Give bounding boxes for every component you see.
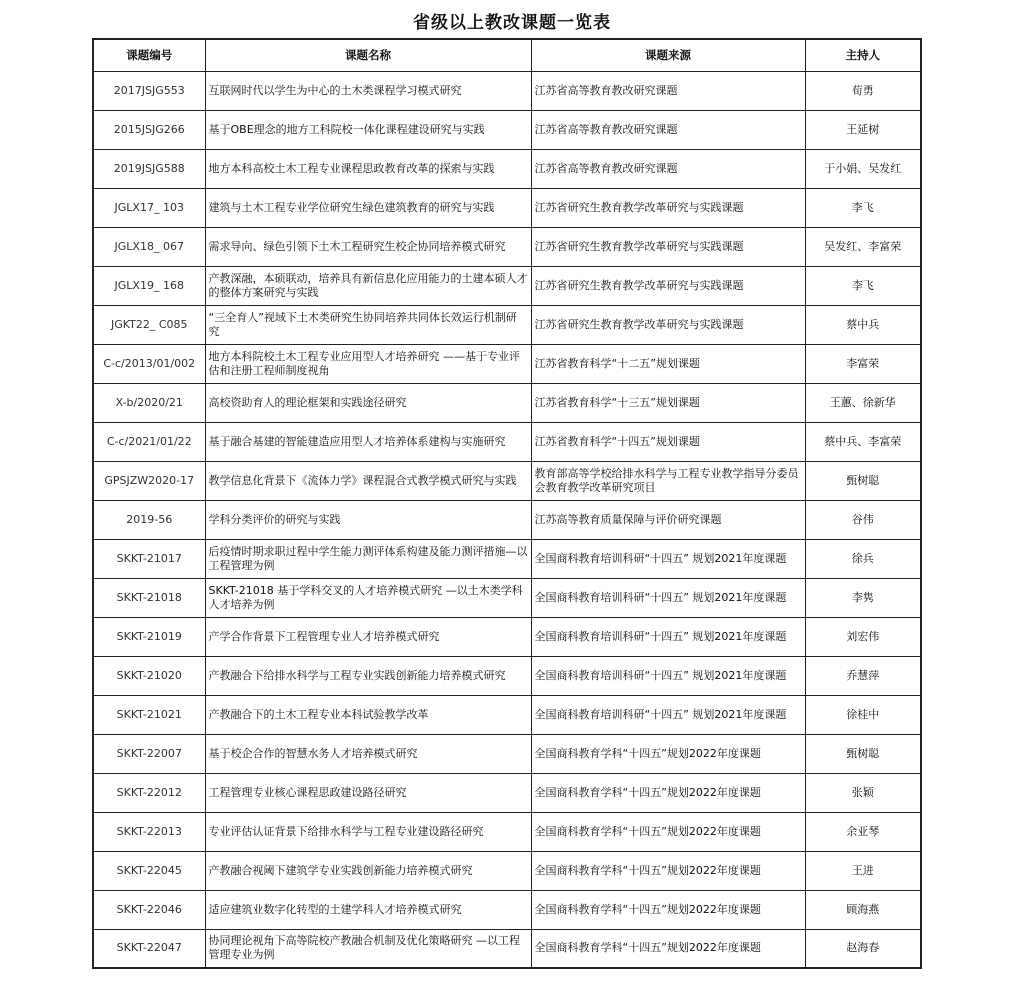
cell-host: 李富荣 xyxy=(805,344,921,383)
cell-name: 产教融合下的土木工程专业本科试验教学改革 xyxy=(205,695,531,734)
cell-source: 江苏高等教育质量保障与评价研究课题 xyxy=(531,500,805,539)
cell-name: 产教深融，本硕联动，培养具有新信息化应用能力的土建本硕人才的整体方案研究与实践 xyxy=(205,266,531,305)
cell-name: 高校资助育人的理论框架和实践途径研究 xyxy=(205,383,531,422)
cell-host: 吴发红、李富荣 xyxy=(805,227,921,266)
cell-host: 徐桂中 xyxy=(805,695,921,734)
cell-code: 2019JSJG588 xyxy=(93,149,205,188)
table-row xyxy=(93,812,921,851)
table-row xyxy=(93,188,921,227)
cell-code: X-b/2020/21 xyxy=(93,383,205,422)
cell-source: 江苏省研究生教育教学改革研究与实践课题 xyxy=(531,188,805,227)
header-name: 课题名称 xyxy=(205,39,531,71)
cell-name: 教学信息化背景下《流体力学》课程混合式教学模式研究与实践 xyxy=(205,461,531,500)
cell-source: 全国商科教育学科“十四五”规划2022年度课题 xyxy=(531,929,805,968)
cell-source: 江苏省教育科学“十二五”规划课题 xyxy=(531,344,805,383)
table-row xyxy=(93,422,921,461)
cell-source: 全国商科教育培训科研“十四五” 规划2021年度课题 xyxy=(531,617,805,656)
cell-name: 产教融合视阈下建筑学专业实践创新能力培养模式研究 xyxy=(205,851,531,890)
cell-code: SKKT-21018 xyxy=(93,578,205,617)
page-title: 省级以上教改课题一览表 xyxy=(413,13,611,33)
cell-code: 2019-56 xyxy=(93,500,205,539)
table-row xyxy=(93,344,921,383)
cell-host: 顾海燕 xyxy=(805,890,921,929)
table-row xyxy=(93,71,921,110)
cell-code: C-c/2013/01/002 xyxy=(93,344,205,383)
cell-name: SKKT-21018 基于学科交叉的人才培养模式研究 —以土木类学科人才培养为例 xyxy=(205,578,531,617)
cell-host: 张颖 xyxy=(805,773,921,812)
table-row xyxy=(93,851,921,890)
table-row xyxy=(93,500,921,539)
table-row xyxy=(93,890,921,929)
cell-name: 协同理论视角下高等院校产教融合机制及优化策略研究 —以工程管理专业为例 xyxy=(205,929,531,968)
header-code: 课题编号 xyxy=(93,39,205,71)
cell-source: 全国商科教育培训科研“十四五” 规划2021年度课题 xyxy=(531,656,805,695)
cell-name: 需求导向、绿色引领下土木工程研究生校企协同培养模式研究 xyxy=(205,227,531,266)
cell-host: 荀勇 xyxy=(805,71,921,110)
cell-code: SKKT-22007 xyxy=(93,734,205,773)
cell-source: 江苏省研究生教育教学改革研究与实践课题 xyxy=(531,227,805,266)
table-row xyxy=(93,149,921,188)
cell-name: 基于OBE理念的地方工科院校一体化课程建设研究与实践 xyxy=(205,110,531,149)
cell-source: 全国商科教育学科“十四五”规划2022年度课题 xyxy=(531,773,805,812)
cell-name: 地方本科高校土木工程专业课程思政教育改革的探索与实践 xyxy=(205,149,531,188)
cell-code: SKKT-21021 xyxy=(93,695,205,734)
cell-source: 全国商科教育学科“十四五”规划2022年度课题 xyxy=(531,890,805,929)
cell-name: 产教融合下给排水科学与工程专业实践创新能力培养模式研究 xyxy=(205,656,531,695)
cell-code: JGLX19_ 168 xyxy=(93,266,205,305)
cell-code: C-c/2021/01/22 xyxy=(93,422,205,461)
table-row xyxy=(93,578,921,617)
table-header-row xyxy=(93,39,921,71)
cell-source: 江苏省高等教育教改研究课题 xyxy=(531,71,805,110)
cell-source: 江苏省高等教育教改研究课题 xyxy=(531,110,805,149)
cell-source: 全国商科教育学科“十四五”规划2022年度课题 xyxy=(531,851,805,890)
table-row xyxy=(93,656,921,695)
cell-code: SKKT-22012 xyxy=(93,773,205,812)
table-row xyxy=(93,383,921,422)
cell-name: 建筑与土木工程专业学位研究生绿色建筑教育的研究与实践 xyxy=(205,188,531,227)
cell-name: 专业评估认证背景下给排水科学与工程专业建设路径研究 xyxy=(205,812,531,851)
table-row xyxy=(93,227,921,266)
table-row xyxy=(93,266,921,305)
cell-source: 江苏省高等教育教改研究课题 xyxy=(531,149,805,188)
cell-code: JGKT22_ C085 xyxy=(93,305,205,344)
cell-host: 李飞 xyxy=(805,266,921,305)
cell-host: 王延树 xyxy=(805,110,921,149)
cell-code: 2015JSJG266 xyxy=(93,110,205,149)
cell-host: 甄树聪 xyxy=(805,734,921,773)
table-row xyxy=(93,461,921,500)
cell-host: 李隽 xyxy=(805,578,921,617)
table-row xyxy=(93,734,921,773)
cell-host: 赵海春 xyxy=(805,929,921,968)
cell-source: 江苏省教育科学“十三五”规划课题 xyxy=(531,383,805,422)
cell-name: 地方本科院校土木工程专业应用型人才培养研究 ——基于专业评估和注册工程师制度视角 xyxy=(205,344,531,383)
cell-code: SKKT-22013 xyxy=(93,812,205,851)
table-row xyxy=(93,773,921,812)
cell-code: GPSJZW2020-17 xyxy=(93,461,205,500)
cell-code: SKKT-21020 xyxy=(93,656,205,695)
cell-code: SKKT-21017 xyxy=(93,539,205,578)
cell-name: 产学合作背景下工程管理专业人才培养模式研究 xyxy=(205,617,531,656)
table-row xyxy=(93,305,921,344)
cell-code: JGLX17_ 103 xyxy=(93,188,205,227)
cell-host: 徐兵 xyxy=(805,539,921,578)
table-row xyxy=(93,695,921,734)
header-source: 课题来源 xyxy=(531,39,805,71)
cell-host: 王进 xyxy=(805,851,921,890)
cell-source: 全国商科教育培训科研“十四五” 规划2021年度课题 xyxy=(531,539,805,578)
cell-source: 教育部高等学校给排水科学与工程专业教学指导分委员会教育教学改革研究项目 xyxy=(531,461,805,500)
cell-code: SKKT-22047 xyxy=(93,929,205,968)
cell-name: 后疫情时期求职过程中学生能力测评体系构建及能力测评措施—以工程管理为例 xyxy=(205,539,531,578)
cell-name: 工程管理专业核心课程思政建设路径研究 xyxy=(205,773,531,812)
cell-host: 蔡中兵 xyxy=(805,305,921,344)
cell-host: 蔡中兵、李富荣 xyxy=(805,422,921,461)
cell-source: 全国商科教育学科“十四五”规划2022年度课题 xyxy=(531,734,805,773)
cell-code: SKKT-22046 xyxy=(93,890,205,929)
cell-host: 李飞 xyxy=(805,188,921,227)
cell-source: 江苏省研究生教育教学改革研究与实践课题 xyxy=(531,266,805,305)
cell-name: 学科分类评价的研究与实践 xyxy=(205,500,531,539)
cell-code: SKKT-21019 xyxy=(93,617,205,656)
projects-table xyxy=(92,38,922,969)
header-host: 主持人 xyxy=(805,39,921,71)
cell-code: JGLX18_ 067 xyxy=(93,227,205,266)
cell-code: 2017JSJG553 xyxy=(93,71,205,110)
cell-code: SKKT-22045 xyxy=(93,851,205,890)
cell-host: 王蕙、徐新华 xyxy=(805,383,921,422)
cell-host: 乔慧萍 xyxy=(805,656,921,695)
cell-name: 基于校企合作的智慧水务人才培养模式研究 xyxy=(205,734,531,773)
cell-host: 谷伟 xyxy=(805,500,921,539)
cell-name: “三全育人”视域下土木类研究生协同培养共同体长效运行机制研究 xyxy=(205,305,531,344)
cell-source: 全国商科教育培训科研“十四五” 规划2021年度课题 xyxy=(531,578,805,617)
cell-source: 江苏省研究生教育教学改革研究与实践课题 xyxy=(531,305,805,344)
table-row xyxy=(93,617,921,656)
cell-name: 互联网时代以学生为中心的土木类课程学习模式研究 xyxy=(205,71,531,110)
cell-source: 全国商科教育学科“十四五”规划2022年度课题 xyxy=(531,812,805,851)
cell-source: 全国商科教育培训科研“十四五” 规划2021年度课题 xyxy=(531,695,805,734)
cell-host: 余亚琴 xyxy=(805,812,921,851)
table-row xyxy=(93,929,921,968)
cell-name: 适应建筑业数字化转型的土建学科人才培养模式研究 xyxy=(205,890,531,929)
table-body xyxy=(93,71,921,968)
cell-source: 江苏省教育科学“十四五”规划课题 xyxy=(531,422,805,461)
table-row xyxy=(93,539,921,578)
cell-host: 刘宏伟 xyxy=(805,617,921,656)
cell-host: 于小娟、吴发红 xyxy=(805,149,921,188)
table-row xyxy=(93,110,921,149)
cell-name: 基于融合基建的智能建造应用型人才培养体系建构与实施研究 xyxy=(205,422,531,461)
cell-host: 甄树聪 xyxy=(805,461,921,500)
